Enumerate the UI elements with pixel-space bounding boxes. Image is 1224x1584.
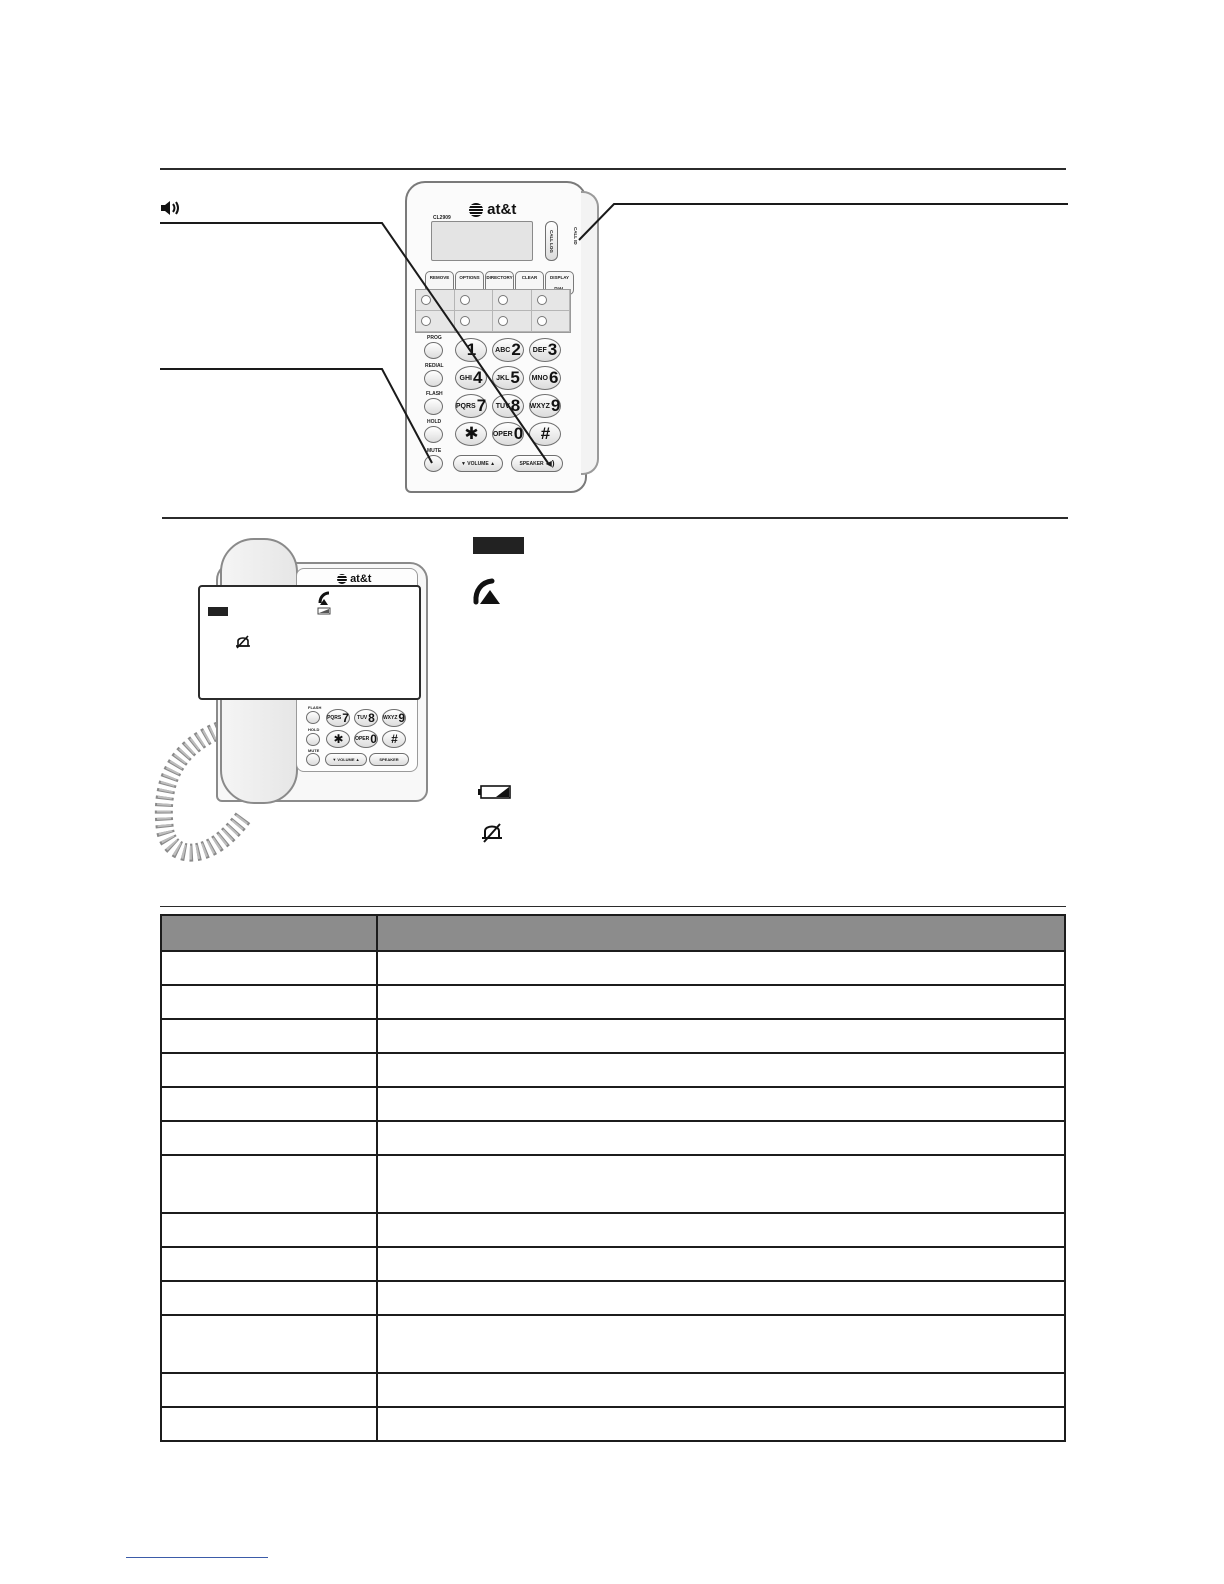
display-callout xyxy=(198,585,421,700)
directory-button[interactable]: DIRECTORY xyxy=(485,271,514,295)
table-cell xyxy=(377,1407,1065,1441)
dial-key-0[interactable]: OPER 0 xyxy=(355,732,377,746)
table-cell xyxy=(161,1155,377,1213)
table-cell xyxy=(161,1407,377,1441)
flash-label: FLASH xyxy=(426,391,443,397)
dial-key-1[interactable]: 1 xyxy=(455,338,487,362)
table-cell xyxy=(161,1019,377,1053)
flash-button[interactable] xyxy=(306,711,320,724)
footer-link-underline[interactable] xyxy=(126,1557,268,1558)
table-divider xyxy=(160,906,1066,907)
dial-key-7[interactable]: PQRS 7 xyxy=(455,394,487,418)
speaker-button[interactable]: SPEAKER xyxy=(369,753,409,766)
dial-key-7[interactable]: PQRS 7 xyxy=(327,711,349,725)
low-battery-legend-icon xyxy=(478,785,512,804)
volume-button[interactable]: ▼ VOLUME ▲ xyxy=(325,753,367,766)
dial-key-star[interactable]: ✱ xyxy=(326,730,350,748)
dial-key-8[interactable]: TUV 8 xyxy=(354,709,378,727)
table-cell xyxy=(377,1281,1065,1315)
dial-key-pound[interactable]: # xyxy=(382,730,406,748)
mute-button[interactable] xyxy=(306,753,320,766)
redial-label: REDIAL xyxy=(425,363,444,369)
table-cell xyxy=(161,1281,377,1315)
table-cell xyxy=(377,1247,1065,1281)
dial-key-9[interactable]: WXYZ 9 xyxy=(382,711,406,725)
table-row xyxy=(161,951,1065,985)
table-cell xyxy=(377,1373,1065,1407)
table-row xyxy=(161,985,1065,1019)
dial-key-pound[interactable]: # xyxy=(529,422,561,446)
hold-label: HOLD xyxy=(427,419,442,425)
speaker-icon: ◀) xyxy=(545,459,555,468)
dial-key-2[interactable]: ABC 2 xyxy=(492,338,524,362)
dial-key-9[interactable]: WXYZ 9 xyxy=(529,394,561,418)
volume-button[interactable]: ▼ VOLUME ▲ xyxy=(453,455,503,472)
table-cell xyxy=(377,1155,1065,1213)
table-cell xyxy=(161,1121,377,1155)
table-header-cell xyxy=(377,915,1065,951)
table-row xyxy=(161,1019,1065,1053)
flash-label: FLASH xyxy=(308,705,322,710)
clear-button[interactable]: CLEAR xyxy=(515,271,544,295)
table-cell xyxy=(161,1373,377,1407)
model-label: CL2909 xyxy=(433,215,451,221)
dial-key-8[interactable]: TUV 8 xyxy=(492,394,524,418)
table-cell xyxy=(161,1087,377,1121)
table-cell xyxy=(161,985,377,1019)
brand-logo: at&t xyxy=(337,573,371,585)
table-row xyxy=(161,1373,1065,1407)
brand-logo: at&t xyxy=(469,201,516,218)
message-table xyxy=(160,914,1066,1442)
table-row xyxy=(161,1155,1065,1213)
remove-button[interactable]: REMOVE xyxy=(425,271,454,295)
table-cell xyxy=(161,951,377,985)
call-log-button[interactable]: CALL LOG xyxy=(545,221,558,261)
table-row xyxy=(161,1213,1065,1247)
mute-label: MUTE xyxy=(427,448,442,454)
ringer-off-icon xyxy=(234,634,252,655)
speaker-button[interactable]: SPEAKER ◀) xyxy=(511,455,563,472)
hold-label: HOLD xyxy=(308,727,320,732)
table-header-row xyxy=(161,915,1065,951)
options-button[interactable]: OPTIONS xyxy=(455,271,484,295)
table-row xyxy=(161,1121,1065,1155)
table-row xyxy=(161,1087,1065,1121)
line-in-use-icon xyxy=(316,591,334,620)
table-cell xyxy=(377,951,1065,985)
table-row xyxy=(161,1247,1065,1281)
new-indicator xyxy=(208,607,228,616)
dial-key-star[interactable]: ✱ xyxy=(455,422,487,446)
table-row xyxy=(161,1407,1065,1441)
table-row xyxy=(161,1053,1065,1087)
prog-label: PROG xyxy=(427,335,442,341)
table-cell xyxy=(377,1315,1065,1373)
display-dial-button[interactable]: DISPLAY xyxy=(545,271,574,295)
dial-key-4[interactable]: GHI 4 xyxy=(455,366,487,390)
hold-button[interactable] xyxy=(306,733,320,746)
line-in-use-legend-icon xyxy=(470,578,504,611)
table-cell xyxy=(161,1315,377,1373)
table-row xyxy=(161,1315,1065,1373)
table-cell xyxy=(377,1213,1065,1247)
table-cell xyxy=(161,1247,377,1281)
dial-key-0[interactable]: OPER 0 xyxy=(492,422,524,446)
dial-key-6[interactable]: MNO 6 xyxy=(529,366,561,390)
table-cell xyxy=(377,1053,1065,1087)
table-cell xyxy=(377,1019,1065,1053)
table-cell xyxy=(161,1213,377,1247)
dial-key-5[interactable]: JKL 5 xyxy=(492,366,524,390)
mute-label: MUTE xyxy=(308,748,320,753)
table-cell xyxy=(377,1087,1065,1121)
dial-key-3[interactable]: DEF 3 xyxy=(529,338,561,362)
ringer-off-legend-icon xyxy=(480,822,504,849)
call-id-label: CALL ID xyxy=(573,227,578,245)
table-row xyxy=(161,1281,1065,1315)
table-header-cell xyxy=(161,915,377,951)
leader-lines xyxy=(0,0,1224,520)
table-cell xyxy=(161,1053,377,1087)
new-indicator-legend xyxy=(473,537,524,554)
table-cell xyxy=(377,1121,1065,1155)
table-cell xyxy=(377,985,1065,1019)
